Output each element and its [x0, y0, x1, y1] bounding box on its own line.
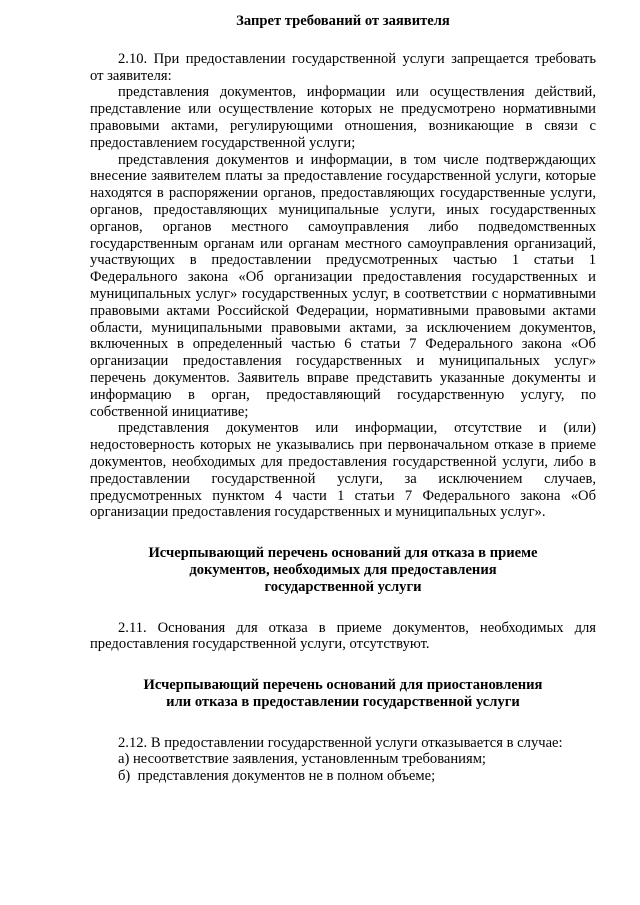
document-page: [90, 13, 596, 785]
section-heading-suspension-refusal: Исчерпывающий перечень оснований для приостановления или отказа в предоставлении государственной услуги: [143, 677, 543, 710]
paragraph-2-10-item-1: представления документов, информации или осуществления действий, представление или осуществление которых не предусмотрено нормативными правовыми актами, регулирующими отношения, возникающие в связи с предоставлением государственной услуги;: [90, 84, 596, 151]
paragraph-2-11: 2.11. Основания для отказа в приеме документов, необходимых для предоставления государственной услуги, отсутствуют.: [90, 619, 596, 653]
section-heading-refusal-acceptance: Исчерпывающий перечень оснований для отказа в приеме документов, необходимых для предоставления государственной услуги: [148, 545, 538, 595]
paragraph-2-10: 2.10. При предоставлении государственной услуги запрещается требовать от заявителя:: [90, 50, 596, 84]
paragraph-2-12: 2.12. В предоставлении государственной услуги отказывается в случае:: [118, 734, 563, 751]
paragraph-2-10-item-2: представления документов и информации, в том числе подтверждающих внесение заявителем платы за предоставление государственной услуги, которые находятся в распоряжении органов, предоставляющих государственные услуги, органов, предоставляющих муниципальные услуги, иных государственных органов, органов местного самоуправления либо подведомственных государственным органам или органам местного самоуправления организаций, участвующих в предоставлении предусмотренных частью 1 статьи 1 Федерального закона «Об организации предоставления государственных и муниципальных услуг» государственных услуг, в соответствии с нормативными правовыми актами Российской Федерации, нормативными правовыми актами области, муниципальными правовыми актами, за исключением документов, включенных в определенный частью 6 статьи 7 Федерального закона «Об организации предоставления государственных и муниципальных услуг» перечень документов. Заявитель вправе представить указанные документы и информацию в орган, предоставляющий государственную услугу, по собственной инициативе;: [90, 151, 596, 420]
paragraph-2-12-item-a: а) несоответствие заявления, установленным требованиям;: [118, 751, 486, 768]
paragraph-2-12-item-b: б) представления документов не в полном объеме;: [118, 768, 436, 785]
section-heading-no-demands: Запрет требований от заявителя: [236, 13, 450, 29]
paragraph-2-10-item-3: представления документов или информации, отсутствие и (или) недостоверность которых не указывались при первоначальном отказе в приеме документов, необходимых для предоставления государственной услуги, либо в предоставлении государственной услуги, за исключением случаев, предусмотренных пунктом 4 части 1 статьи 7 Федерального закона «Об организации предоставления государственных и муниципальных услуг».: [90, 420, 596, 521]
